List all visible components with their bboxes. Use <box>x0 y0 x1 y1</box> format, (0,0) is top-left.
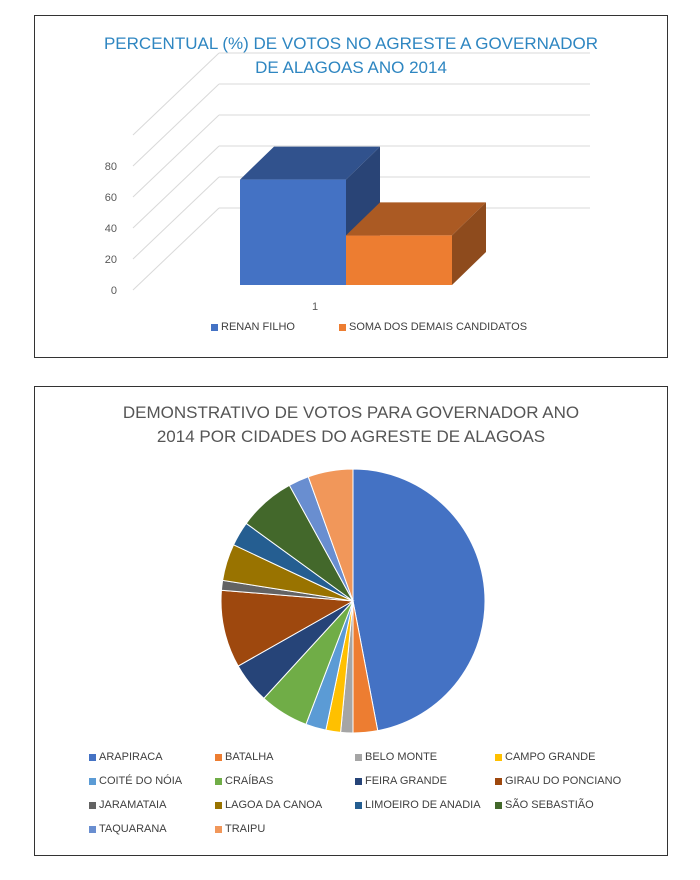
bar-front <box>240 180 346 285</box>
pie-chart-panel <box>34 386 668 856</box>
legend-item-renan-filho <box>211 321 295 333</box>
legend-label: LAGOA DA CANOA <box>225 799 323 812</box>
bar-front <box>346 235 452 285</box>
pie-chart-title-line-1: DEMONSTRATIVO DE VOTOS PARA GOVERNADOR ANO <box>122 403 580 422</box>
legend-swatch <box>495 778 502 785</box>
legend-item-traipu <box>215 823 265 835</box>
legend-item-craibas <box>215 775 273 787</box>
legend-item-taquarana <box>89 823 167 835</box>
bar-chart-title-line-2: DE ALAGOAS ANO 2014 <box>255 58 447 77</box>
x-category-label: 1 <box>311 301 319 313</box>
legend-swatch <box>89 826 96 833</box>
legend-label: JARAMATAIA <box>99 799 167 812</box>
pie-slice-arapiraca <box>353 469 485 731</box>
gridline <box>133 146 219 228</box>
legend-swatch <box>215 778 222 785</box>
legend-swatch <box>355 754 362 761</box>
y-tick-label: 0 <box>110 285 117 297</box>
legend-swatch <box>89 778 96 785</box>
gridline <box>133 115 219 197</box>
legend-label: GIRAU DO PONCIANO <box>505 775 622 788</box>
legend-label: ARAPIRACA <box>99 751 163 764</box>
legend-label: BATALHA <box>225 751 274 764</box>
legend-item-coite-do-noia <box>89 775 182 787</box>
legend-label: TAQUARANA <box>99 823 167 836</box>
legend-swatch <box>215 802 222 809</box>
legend-label: RENAN FILHO <box>221 321 295 334</box>
y-tick-label: 40 <box>104 223 117 235</box>
gridline <box>133 53 219 135</box>
legend-item-jaramataia <box>89 799 166 811</box>
gridline <box>133 208 219 290</box>
legend-item-lagoa-da-canoa <box>215 799 322 811</box>
legend-label: LIMOEIRO DE ANADIA <box>365 799 481 812</box>
legend-item-soma-dos-demais-candidatos <box>339 321 527 333</box>
legend-label: SOMA DOS DEMAIS CANDIDATOS <box>349 321 528 334</box>
legend-item-limoeiro-de-anadia <box>355 799 481 811</box>
legend-label: FEIRA GRANDE <box>365 775 447 788</box>
legend-item-girau-do-ponciano <box>495 775 621 787</box>
gridline <box>133 84 219 166</box>
y-tick-label: 20 <box>104 254 117 266</box>
bar-chart-panel <box>34 15 668 358</box>
legend-swatch <box>355 802 362 809</box>
legend-item-arapiraca <box>89 751 163 763</box>
y-tick-label: 80 <box>104 161 117 173</box>
legend-swatch <box>215 826 222 833</box>
y-tick-label: 60 <box>104 192 117 204</box>
legend-label: COITÉ DO NÓIA <box>99 775 183 788</box>
legend-item-sao-sebastiao <box>495 799 594 811</box>
legend-item-campo-grande <box>495 751 595 763</box>
legend-item-batalha <box>215 751 274 763</box>
legend-swatch <box>211 324 218 331</box>
legend-swatch <box>89 802 96 809</box>
legend-label: SÃO SEBASTIÃO <box>505 799 594 812</box>
bar-chart-title-line-1: PERCENTUAL (%) DE VOTOS NO AGRESTE A GOVERNADOR <box>103 34 599 53</box>
legend-swatch <box>495 754 502 761</box>
legend-label: CRAÍBAS <box>225 775 274 788</box>
legend-label: BELO MONTE <box>365 751 438 764</box>
legend-item-feira-grande <box>355 775 447 787</box>
legend-label: CAMPO GRANDE <box>505 751 596 764</box>
legend-swatch <box>215 754 222 761</box>
legend-swatch <box>355 778 362 785</box>
bar-chart-plot <box>35 16 669 359</box>
legend-item-belo-monte <box>355 751 437 763</box>
legend-swatch <box>89 754 96 761</box>
legend-label: TRAIPU <box>225 823 266 836</box>
pie-chart-title-line-2: 2014 POR CIDADES DO AGRESTE DE ALAGOAS <box>156 427 546 446</box>
gridline <box>133 177 219 259</box>
legend-swatch <box>339 324 346 331</box>
legend-swatch <box>495 802 502 809</box>
